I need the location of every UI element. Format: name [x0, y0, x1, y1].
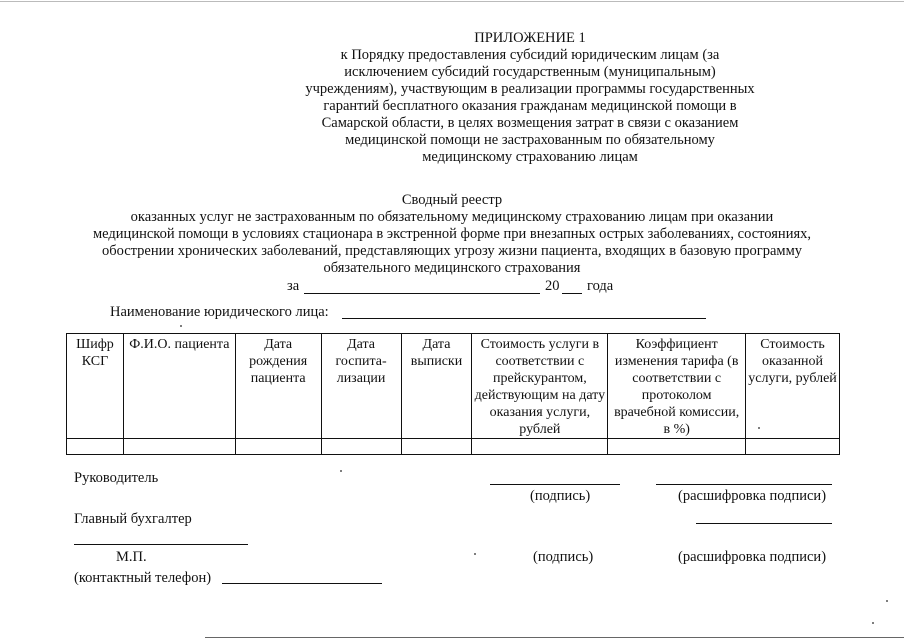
appendix-line: учреждениям), участвующим в реализации программы государственных	[305, 81, 755, 97]
appendix-line: медицинскому страхованию лицам	[422, 149, 638, 165]
table-cell[interactable]	[67, 439, 124, 455]
legal-entity-label: Наименование юридического лица:	[110, 304, 329, 320]
accountant-signature-line[interactable]	[74, 544, 248, 545]
scan-edge-top	[0, 1, 904, 2]
appendix-heading: ПРИЛОЖЕНИЕ 1	[474, 30, 586, 46]
register-subtitle-line: обострении хронических заболеваний, представляющих угрозу жизни пациента, входящих в базовую программу	[101, 243, 803, 259]
head-signature-line[interactable]	[490, 484, 620, 485]
phone-blank[interactable]	[222, 583, 382, 584]
period-blank[interactable]	[304, 293, 540, 294]
table-cell[interactable]	[608, 439, 746, 455]
col-header-provided-cost: Стоимость оказанной услуги, рублей	[746, 334, 840, 439]
table-cell[interactable]	[123, 439, 235, 455]
appendix-line: гарантий бесплатного оказания гражданам медицинской помощи в	[323, 98, 737, 114]
legal-entity-blank[interactable]	[342, 318, 706, 319]
scan-edge-bottom	[205, 637, 904, 638]
col-header-birth-date: Дата рождения пациента	[235, 334, 321, 439]
table-cell[interactable]	[746, 439, 840, 455]
col-header-ksg-code: Шифр КСГ	[67, 334, 124, 439]
scan-speck	[474, 553, 476, 555]
scan-speck	[872, 622, 874, 624]
appendix-line: исключением субсидий государственным (муниципальным)	[344, 64, 716, 80]
period-prefix: за	[287, 278, 300, 294]
table-cell[interactable]	[235, 439, 321, 455]
appendix-line: медицинской помощи не застрахованным по обязательному	[345, 132, 715, 148]
table-cell[interactable]	[472, 439, 608, 455]
accountant-decoding-caption: (расшифровка подписи)	[678, 549, 827, 565]
col-header-tariff-coefficient: Коэффициент изменения тарифа (в соответствии с протоколом врачебной комиссии, в %)	[608, 334, 746, 439]
appendix-block	[300, 30, 760, 166]
scan-speck	[758, 427, 760, 429]
accountant-decoding-line[interactable]	[696, 523, 832, 524]
scan-speck	[180, 325, 182, 327]
head-decoding-line[interactable]	[656, 484, 832, 485]
scan-speck	[886, 600, 888, 602]
register-subtitle-line: оказанных услуг не застрахованным по обязательному медицинскому страхованию лицам при оказании	[130, 209, 774, 225]
appendix-line: к Порядку предоставления субсидий юридическим лицам (за	[340, 47, 720, 63]
period-suffix: года	[587, 278, 614, 294]
register-subtitle-line: медицинской помощи в условиях стационара в экстренной форме при внезапных острых заболеваниях, состояниях,	[93, 226, 811, 242]
col-header-service-cost: Стоимость услуги в соответствии с прейскурантом, действующим на дату оказания услуги, рублей	[472, 334, 608, 439]
register-subtitle-line: обязательного медицинского страхования	[323, 260, 581, 276]
seal-label: М.П.	[116, 549, 147, 565]
table-cell[interactable]	[321, 439, 401, 455]
register-title: Сводный реестр	[401, 192, 503, 208]
head-decoding-caption: (расшифровка подписи)	[678, 488, 827, 504]
accountant-label: Главный бухгалтер	[74, 511, 192, 527]
accountant-signature-caption: (подпись)	[533, 549, 594, 565]
period-year-prefix: 20	[545, 278, 560, 294]
head-label: Руководитель	[74, 470, 159, 486]
col-header-patient-name: Ф.И.О. пациента	[123, 334, 235, 439]
col-header-discharge-date: Дата выписки	[401, 334, 472, 439]
table-cell[interactable]	[401, 439, 472, 455]
register-table	[66, 333, 840, 455]
head-signature-caption: (подпись)	[530, 488, 591, 504]
table-row	[67, 439, 840, 455]
table-header-row	[67, 334, 840, 439]
scan-speck	[340, 470, 342, 472]
col-header-admission-date: Дата госпита-лизации	[321, 334, 401, 439]
phone-label: (контактный телефон)	[74, 570, 212, 586]
year-blank[interactable]	[562, 293, 582, 294]
appendix-line: Самарской области, в целях возмещения затрат в связи с оказанием	[321, 115, 739, 131]
